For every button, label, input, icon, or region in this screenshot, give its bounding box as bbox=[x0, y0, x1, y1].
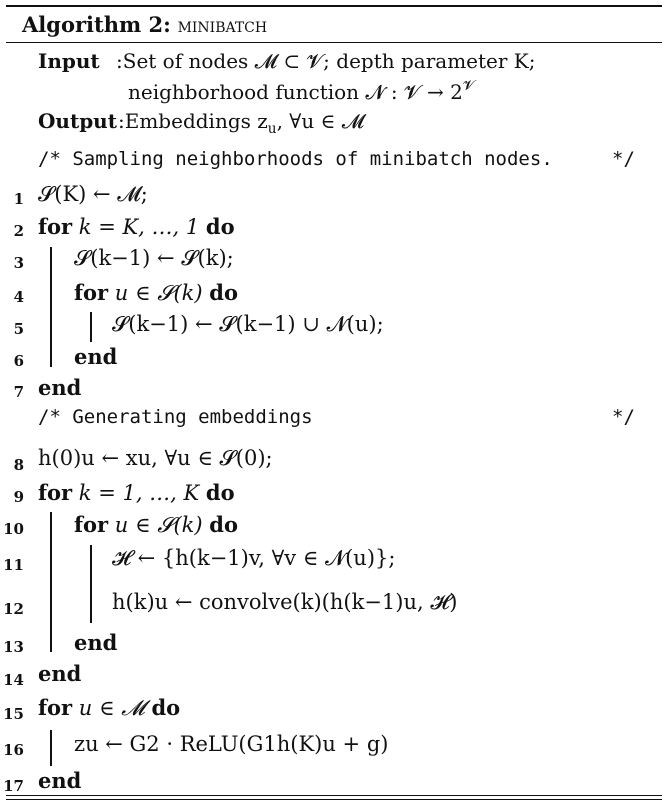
output-row bbox=[38, 109, 365, 137]
caption-name: minibatch bbox=[177, 13, 268, 37]
input-line-2 bbox=[128, 78, 475, 104]
comment-generating: /* Generating embeddings bbox=[38, 406, 313, 428]
kw-end: end bbox=[38, 661, 82, 686]
kw-for: for bbox=[38, 214, 73, 239]
code-line-12: h(k)u ← convolve(k)(h(k−1)u, 𝓗) bbox=[112, 590, 458, 614]
input-row bbox=[38, 49, 536, 73]
loop-range: k = K, …, 1 bbox=[78, 215, 200, 239]
code-line-14 bbox=[38, 663, 81, 685]
kw-do: do bbox=[205, 214, 235, 239]
output-label: Output bbox=[38, 109, 117, 133]
code-line-6 bbox=[74, 346, 117, 368]
kw-for: for bbox=[74, 280, 109, 305]
code-line-15 bbox=[38, 697, 180, 719]
comment-generating-close: */ bbox=[612, 406, 635, 428]
code-line-5: 𝓢(k−1) ← 𝓢(k−1) ∪ 𝓝(u); bbox=[112, 312, 384, 336]
line-number-5: 5 bbox=[13, 320, 24, 338]
block-bar-for5 bbox=[50, 730, 52, 766]
loop-range: k = 1, …, K bbox=[78, 481, 200, 505]
code-line-3: 𝓢(k−1) ← 𝓢(k); bbox=[74, 246, 234, 270]
line-number-11: 11 bbox=[3, 556, 24, 574]
code-line-7 bbox=[38, 377, 81, 399]
output-text-main: :Embeddings z bbox=[118, 109, 268, 133]
kw-do: do bbox=[209, 280, 238, 305]
input-line-2-text: neighborhood function 𝓝 : 𝓥 → 2 bbox=[128, 80, 463, 104]
line-number-9: 9 bbox=[13, 488, 24, 506]
line-number-1: 1 bbox=[13, 190, 24, 208]
comment-sampling: /* Sampling neighborhoods of minibatch nodes. bbox=[38, 148, 553, 170]
loop-set: u ∈ 𝓢(k) bbox=[114, 281, 203, 305]
kw-do: do bbox=[209, 512, 238, 537]
input-label: Input bbox=[38, 49, 100, 73]
code-line-8: h(0)u ← xu, ∀u ∈ 𝓢(0); bbox=[38, 446, 273, 470]
kw-for: for bbox=[38, 480, 73, 505]
code-line-2 bbox=[38, 216, 235, 238]
line-number-4: 4 bbox=[13, 288, 24, 306]
code-line-16: zu ← G2 · ReLU(G1h(K)u + g) bbox=[74, 732, 389, 756]
block-bar-for4 bbox=[90, 545, 92, 623]
kw-do: do bbox=[205, 480, 235, 505]
line-number-12: 12 bbox=[3, 600, 24, 618]
code-line-9 bbox=[38, 482, 235, 504]
code-line-1: 𝓢(K) ← 𝓜; bbox=[38, 182, 148, 206]
output-text-tail: , ∀u ∈ 𝓜 bbox=[276, 109, 365, 133]
kw-end: end bbox=[38, 375, 82, 400]
line-number-15: 15 bbox=[3, 705, 24, 723]
loop-set: u ∈ 𝓢(k) bbox=[114, 513, 203, 537]
bottom-rule bbox=[6, 795, 662, 796]
kw-end: end bbox=[38, 768, 82, 793]
line-number-14: 14 bbox=[3, 671, 24, 689]
block-bar-for1 bbox=[50, 247, 52, 367]
block-bar-for2 bbox=[90, 312, 92, 342]
line-number-10: 10 bbox=[3, 520, 24, 538]
kw-for: for bbox=[38, 695, 73, 720]
input-line-1: :Set of nodes 𝓜 ⊂ 𝓥; depth parameter K; bbox=[116, 49, 536, 73]
code-line-11: 𝓗 ← {h(k−1)v, ∀v ∈ 𝓝(u)}; bbox=[112, 546, 396, 570]
line-number-3: 3 bbox=[13, 254, 24, 272]
line-number-13: 13 bbox=[3, 638, 24, 656]
code-line-4 bbox=[74, 282, 238, 304]
kw-end: end bbox=[74, 344, 118, 369]
code-line-17 bbox=[38, 770, 81, 792]
line-number-7: 7 bbox=[13, 383, 24, 401]
line-number-2: 2 bbox=[13, 222, 24, 240]
algorithm-caption bbox=[22, 14, 267, 36]
loop-set: u ∈ 𝓜 bbox=[78, 696, 145, 720]
caption-label: Algorithm 2: bbox=[22, 12, 171, 37]
output-text bbox=[118, 109, 365, 137]
caption-rule bbox=[6, 42, 662, 43]
block-bar-for3 bbox=[50, 512, 52, 652]
kw-end: end bbox=[74, 630, 118, 655]
kw-for: for bbox=[74, 512, 109, 537]
code-line-13 bbox=[74, 632, 117, 654]
line-number-6: 6 bbox=[13, 352, 24, 370]
top-rule bbox=[6, 5, 662, 7]
input-line-2-sup: 𝓥 bbox=[462, 78, 475, 94]
line-number-17: 17 bbox=[3, 777, 24, 795]
bottom-rule-2 bbox=[6, 799, 662, 800]
kw-do: do bbox=[151, 695, 181, 720]
code-line-10 bbox=[74, 514, 238, 536]
comment-sampling-close: */ bbox=[612, 148, 635, 170]
line-number-8: 8 bbox=[13, 456, 24, 474]
line-number-16: 16 bbox=[3, 741, 24, 759]
output-text-sub: u bbox=[267, 121, 277, 137]
